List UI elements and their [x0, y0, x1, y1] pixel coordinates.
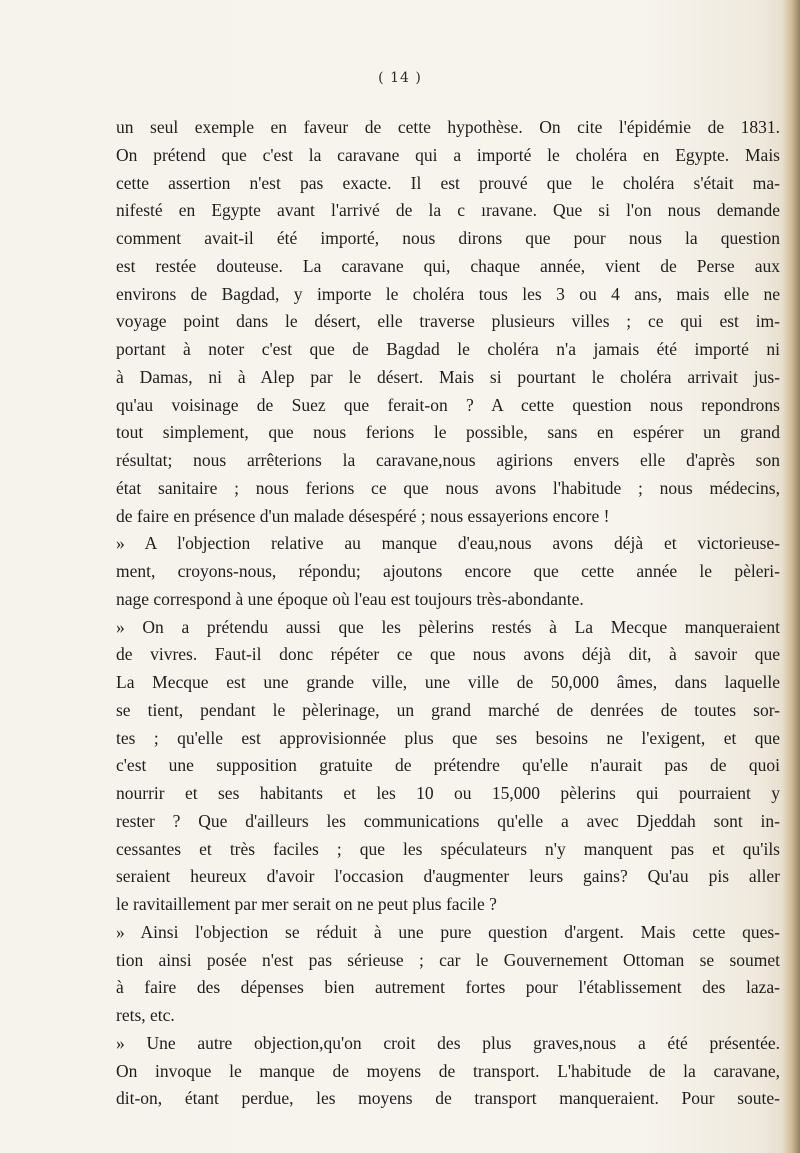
- page-edge-shadow: [782, 0, 800, 1153]
- text-line: » Une autre objection,qu'on croit des plus graves,nous a été présentée.: [116, 1032, 780, 1053]
- text-line: » On a prétendu aussi que les pèlerins restés à La Mecque manqueraient: [116, 616, 780, 637]
- text-line: nourrir et ses habitants et les 10 ou 15,000 pèlerins qui pourraient y: [116, 783, 780, 803]
- text-line: tes ; qu'elle est approvisionnée plus que ses besoins ne l'exigent, et que: [116, 727, 780, 748]
- page-number: ( 14 ): [378, 70, 422, 86]
- text-line: tion ainsi posée n'est pas sérieuse ; car le Gouvernement Ottoman se soumet: [116, 949, 780, 970]
- text-line: ment, croyons-nous, répondu; ajoutons encore que cette année le pèleri-: [116, 561, 780, 581]
- text-line: le ravitaillement par mer serait on ne peut plus facile ?: [116, 894, 497, 914]
- text-line: un seul exemple en faveur de cette hypothèse. On cite l'épidémie de 1831.: [116, 117, 780, 137]
- text-line: état sanitaire ; nous ferions ce que nous avons l'habitude ; nous médecins,: [116, 477, 780, 498]
- text-line: est restée douteuse. La caravane qui, chaque année, vient de Perse aux: [116, 255, 780, 276]
- body-text: [116, 114, 780, 1113]
- text-line: dit-on, étant perdue, les moyens de transport manqueraient. Pour soute-: [116, 1088, 780, 1109]
- text-line: La Mecque est une grande ville, une ville de 50,000 âmes, dans laquelle: [116, 672, 780, 692]
- text-line: rets, etc.: [116, 1005, 175, 1025]
- text-line: à Damas, ni à Alep par le désert. Mais si pourtant le choléra arrivait jus-: [116, 366, 780, 387]
- text-line: cessantes et très faciles ; que les spéculateurs n'y manquent pas et qu'ils: [116, 838, 780, 859]
- text-line: environs de Bagdad, y importe le choléra tous les 3 ou 4 ans, mais elle ne: [116, 283, 780, 304]
- text-line: se tient, pendant le pèlerinage, un grand marché de denrées de toutes sor-: [116, 699, 780, 720]
- text-line: résultat; nous arrêterions la caravane,nous agirions envers elle d'après son: [116, 450, 780, 470]
- text-line: » Ainsi l'objection se réduit à une pure question d'argent. Mais cette ques-: [116, 921, 780, 942]
- text-line: de vivres. Faut-il donc répéter ce que nous avons déjà dit, à savoir que: [116, 644, 780, 665]
- text-line: On prétend que c'est la caravane qui a importé le choléra en Egypte. Mais: [116, 144, 780, 165]
- text-line: seraient heureux d'avoir l'occasion d'augmenter leurs gains? Qu'au pis aller: [116, 866, 780, 887]
- text-line: » A l'objection relative au manque d'eau,nous avons déjà et victorieuse-: [116, 533, 780, 554]
- text-line: portant à noter c'est que de Bagdad le choléra n'a jamais été importé ni: [116, 339, 780, 359]
- text-line: c'est une supposition gratuite de prétendre qu'elle n'aurait pas de quoi: [116, 755, 780, 776]
- text-line: voyage point dans le désert, elle traverse plusieurs villes ; ce qui est im-: [116, 311, 780, 332]
- text-line: tout simplement, que nous ferions le possible, sans en espérer un grand: [116, 422, 780, 443]
- text-line: rester ? Que d'ailleurs les communications qu'elle a avec Djeddah sont in-: [116, 810, 780, 831]
- text-line: à faire des dépenses bien autrement fortes pour l'établissement des laza-: [116, 977, 780, 998]
- text-line: de faire en présence d'un malade désespéré ; nous essayerions encore !: [116, 505, 610, 526]
- text-line: nage correspond à une époque où l'eau est toujours très-abondante.: [116, 588, 584, 609]
- text-line: nifesté en Egypte avant l'arrivé de la c ıravane. Que si l'on nous demande: [116, 200, 780, 221]
- text-line: comment avait-il été importé, nous dirons que pour nous la question: [116, 228, 780, 248]
- text-line: cette assertion n'est pas exacte. Il est prouvé que le choléra s'était ma-: [116, 172, 780, 193]
- text-line: On invoque le manque de moyens de transport. L'habitude de la caravane,: [116, 1060, 780, 1081]
- text-line: qu'au voisinage de Suez que ferait-on ? A cette question nous repondrons: [116, 394, 780, 415]
